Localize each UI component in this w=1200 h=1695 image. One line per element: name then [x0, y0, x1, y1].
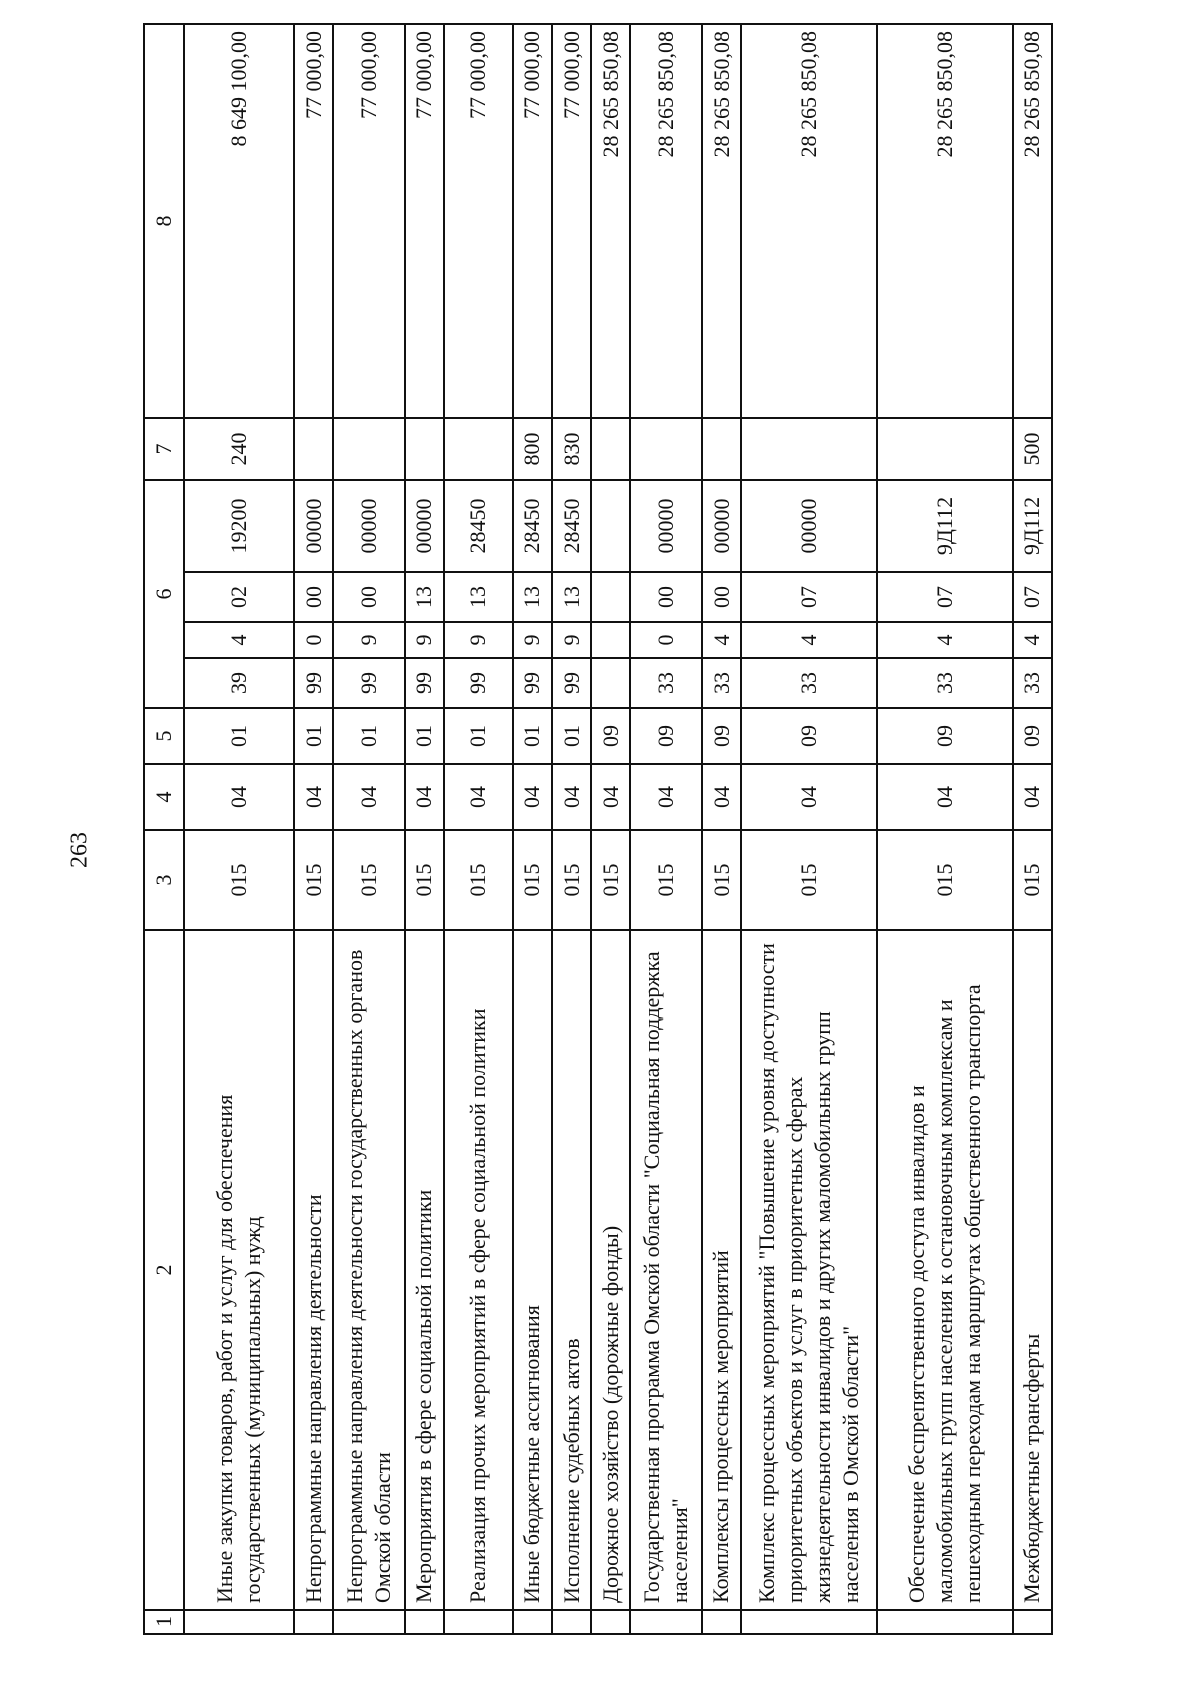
cell-t1: 33 — [877, 658, 1012, 708]
cell-c5: 09 — [741, 708, 877, 764]
cell-t1: 99 — [552, 658, 591, 708]
cell-c7 — [405, 418, 444, 480]
cell-c5: 01 — [294, 708, 333, 764]
cell-c7: 500 — [1013, 418, 1052, 480]
cell-c7 — [741, 418, 877, 480]
cell-t3: 13 — [513, 572, 552, 622]
cell-c3: 015 — [877, 830, 1012, 930]
cell-t3: 02 — [184, 572, 294, 622]
cell-t2 — [591, 622, 630, 658]
rotated-table-container — [143, 25, 1053, 1635]
cell-c3: 015 — [591, 830, 630, 930]
row-number-cell — [333, 1610, 405, 1634]
row-name: Дорожное хозяйство (дорожные фонды) — [591, 930, 630, 1610]
cell-c8: 28 265 850,08 — [591, 24, 630, 418]
cell-t4: 00000 — [702, 480, 741, 572]
cell-t1: 33 — [702, 658, 741, 708]
row-name: Непрограммные направления деятельности государственных органов Омской области — [333, 930, 405, 1610]
cell-t2: 4 — [741, 622, 877, 658]
cell-t4: 28450 — [552, 480, 591, 572]
cell-t4: 00000 — [630, 480, 702, 572]
cell-t4: 00000 — [333, 480, 405, 572]
cell-c3: 015 — [741, 830, 877, 930]
row-name: Иные бюджетные ассигнования — [513, 930, 552, 1610]
cell-t4: 9Д112 — [1013, 480, 1052, 572]
cell-t4: 28450 — [444, 480, 513, 572]
row-name: Иные закупки товаров, работ и услуг для обеспечения государственных (муниципальных) нужд — [184, 930, 294, 1610]
cell-c8: 28 265 850,08 — [702, 24, 741, 418]
cell-c4: 04 — [591, 764, 630, 830]
cell-c4: 04 — [294, 764, 333, 830]
row-number-cell — [405, 1610, 444, 1634]
cell-t4: 19200 — [184, 480, 294, 572]
cell-t4: 00000 — [741, 480, 877, 572]
row-name: Обеспечение беспрепятственного доступа инвалидов и маломобильных групп населения к остановочным комплексам и пешеходным переходам на маршрутах общественного транспорта — [877, 930, 1012, 1610]
col-header-4: 4 — [144, 764, 184, 830]
col-header-8: 8 — [144, 24, 184, 418]
row-number-cell — [552, 1610, 591, 1634]
row-number-cell — [591, 1610, 630, 1634]
cell-t2: 0 — [294, 622, 333, 658]
cell-c7 — [702, 418, 741, 480]
table-row — [552, 24, 591, 1634]
cell-t2: 9 — [333, 622, 405, 658]
table-row — [630, 24, 702, 1634]
table-body — [184, 24, 1052, 1634]
cell-c3: 015 — [1013, 830, 1052, 930]
cell-t4: 00000 — [294, 480, 333, 572]
cell-t1: 33 — [1013, 658, 1052, 708]
cell-c4: 04 — [513, 764, 552, 830]
cell-t1: 99 — [405, 658, 444, 708]
cell-t4: 9Д112 — [877, 480, 1012, 572]
cell-c5: 09 — [591, 708, 630, 764]
row-name: Комплекс процессных мероприятий "Повышение уровня доступности приоритетных объектов и услуг в приоритетных сферах жизнедеятельности инвалидов и других маломобильных групп населения в Омской области" — [741, 930, 877, 1610]
cell-t1: 33 — [741, 658, 877, 708]
cell-c3: 015 — [552, 830, 591, 930]
cell-c8: 28 265 850,08 — [877, 24, 1012, 418]
cell-t3: 00 — [702, 572, 741, 622]
cell-t4 — [591, 480, 630, 572]
cell-t3: 00 — [630, 572, 702, 622]
row-name: Мероприятия в сфере социальной политики — [405, 930, 444, 1610]
budget-table — [143, 23, 1053, 1635]
row-number-cell — [513, 1610, 552, 1634]
cell-c4: 04 — [333, 764, 405, 830]
cell-c3: 015 — [513, 830, 552, 930]
cell-t2: 4 — [702, 622, 741, 658]
cell-t2: 4 — [184, 622, 294, 658]
cell-c7 — [294, 418, 333, 480]
cell-t3: 00 — [333, 572, 405, 622]
page-number: 263 — [66, 832, 93, 868]
cell-t4: 28450 — [513, 480, 552, 572]
cell-c7 — [444, 418, 513, 480]
cell-c7: 800 — [513, 418, 552, 480]
cell-t2: 4 — [877, 622, 1012, 658]
cell-c5: 01 — [333, 708, 405, 764]
cell-c8: 28 265 850,08 — [630, 24, 702, 418]
cell-c8: 77 000,00 — [552, 24, 591, 418]
cell-c4: 04 — [702, 764, 741, 830]
row-number-cell — [294, 1610, 333, 1634]
cell-c8: 77 000,00 — [405, 24, 444, 418]
col-header-6: 6 — [144, 480, 184, 708]
row-name: Комплексы процессных мероприятий — [702, 930, 741, 1610]
row-name: Исполнение судебных актов — [552, 930, 591, 1610]
cell-t1: 99 — [294, 658, 333, 708]
row-number-cell — [184, 1610, 294, 1634]
cell-t2: 9 — [552, 622, 591, 658]
table-row — [333, 24, 405, 1634]
cell-c8: 8 649 100,00 — [184, 24, 294, 418]
cell-t3: 07 — [1013, 572, 1052, 622]
cell-c5: 09 — [630, 708, 702, 764]
cell-c4: 04 — [552, 764, 591, 830]
table-row — [184, 24, 294, 1634]
cell-c7 — [333, 418, 405, 480]
cell-c5: 01 — [405, 708, 444, 764]
cell-c5: 01 — [513, 708, 552, 764]
cell-c7 — [877, 418, 1012, 480]
row-number-cell — [877, 1610, 1012, 1634]
cell-c7: 830 — [552, 418, 591, 480]
table-row — [741, 24, 877, 1634]
cell-c7 — [591, 418, 630, 480]
table-row — [1013, 24, 1052, 1634]
col-header-7: 7 — [144, 418, 184, 480]
col-header-2: 2 — [144, 930, 184, 1610]
cell-c4: 04 — [877, 764, 1012, 830]
cell-c5: 09 — [1013, 708, 1052, 764]
row-name: Непрограммные направления деятельности — [294, 930, 333, 1610]
cell-t1: 99 — [444, 658, 513, 708]
cell-c3: 015 — [444, 830, 513, 930]
cell-c5: 01 — [444, 708, 513, 764]
table-row — [444, 24, 513, 1634]
table-row — [513, 24, 552, 1634]
cell-c7: 240 — [184, 418, 294, 480]
cell-c5: 09 — [702, 708, 741, 764]
table-row — [294, 24, 333, 1634]
cell-c5: 01 — [552, 708, 591, 764]
cell-c7 — [630, 418, 702, 480]
cell-t1: 99 — [513, 658, 552, 708]
cell-t2: 9 — [513, 622, 552, 658]
col-header-3: 3 — [144, 830, 184, 930]
cell-t3: 13 — [405, 572, 444, 622]
cell-c8: 28 265 850,08 — [1013, 24, 1052, 418]
cell-c4: 04 — [630, 764, 702, 830]
cell-c8: 77 000,00 — [294, 24, 333, 418]
header-row — [144, 24, 184, 1634]
cell-t2: 9 — [444, 622, 513, 658]
cell-t1: 99 — [333, 658, 405, 708]
cell-c5: 09 — [877, 708, 1012, 764]
row-name: Реализация прочих мероприятий в сфере социальной политики — [444, 930, 513, 1610]
cell-t1: 39 — [184, 658, 294, 708]
cell-t3: 00 — [294, 572, 333, 622]
table-row — [702, 24, 741, 1634]
table-row — [877, 24, 1012, 1634]
cell-c5: 01 — [184, 708, 294, 764]
row-name: Межбюджетные трансферты — [1013, 930, 1052, 1610]
cell-c3: 015 — [630, 830, 702, 930]
table-row — [405, 24, 444, 1634]
row-number-cell — [1013, 1610, 1052, 1634]
cell-c8: 28 265 850,08 — [741, 24, 877, 418]
cell-c4: 04 — [405, 764, 444, 830]
col-header-5: 5 — [144, 708, 184, 764]
cell-c3: 015 — [333, 830, 405, 930]
row-name: Государственная программа Омской области "Социальная поддержка населения" — [630, 930, 702, 1610]
cell-c8: 77 000,00 — [513, 24, 552, 418]
cell-c3: 015 — [184, 830, 294, 930]
cell-c3: 015 — [702, 830, 741, 930]
cell-t3: 13 — [444, 572, 513, 622]
row-number-cell — [630, 1610, 702, 1634]
cell-t3: 13 — [552, 572, 591, 622]
cell-c4: 04 — [741, 764, 877, 830]
cell-t2: 9 — [405, 622, 444, 658]
row-number-cell — [702, 1610, 741, 1634]
cell-t2: 0 — [630, 622, 702, 658]
cell-t1 — [591, 658, 630, 708]
cell-t1: 33 — [630, 658, 702, 708]
cell-c4: 04 — [184, 764, 294, 830]
cell-t3 — [591, 572, 630, 622]
cell-t3: 07 — [741, 572, 877, 622]
table-row — [591, 24, 630, 1634]
cell-c4: 04 — [1013, 764, 1052, 830]
cell-c4: 04 — [444, 764, 513, 830]
cell-c8: 77 000,00 — [333, 24, 405, 418]
cell-t4: 00000 — [405, 480, 444, 572]
cell-t2: 4 — [1013, 622, 1052, 658]
cell-c8: 77 000,00 — [444, 24, 513, 418]
cell-c3: 015 — [405, 830, 444, 930]
row-number-cell — [444, 1610, 513, 1634]
col-header-1: 1 — [144, 1610, 184, 1634]
row-number-cell — [741, 1610, 877, 1634]
cell-t3: 07 — [877, 572, 1012, 622]
cell-c3: 015 — [294, 830, 333, 930]
